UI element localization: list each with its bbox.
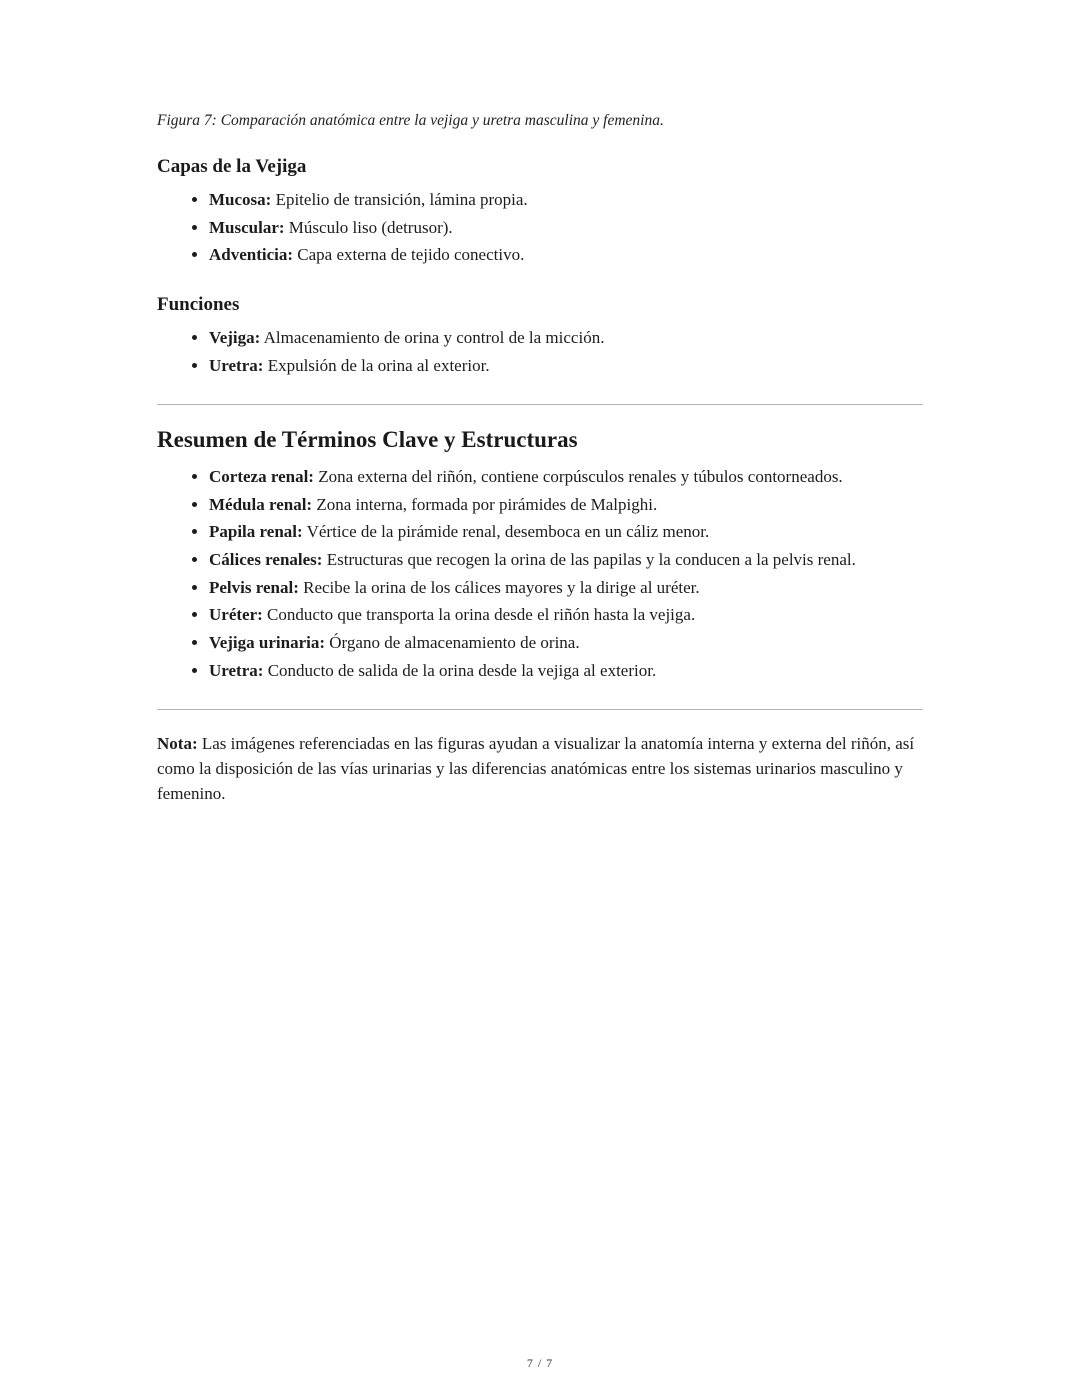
list-item [209,659,923,684]
heading-resumen: Resumen de Términos Clave y Estructuras [157,427,578,453]
term-description: Recibe la orina de los cálices mayores y la dirige al uréter. [298,577,700,597]
note-paragraph [157,732,923,806]
note-label: Nota: [157,734,198,754]
term-label: Uretra: [209,355,264,375]
list-item [209,548,923,573]
term-label: Uréter: [209,605,263,625]
section-divider [157,709,923,710]
page-number: 7 / 7 [526,1356,554,1370]
list-item [209,493,923,518]
term-label: Corteza renal: [209,467,314,487]
term-label: Uretra: [209,660,264,680]
term-description: Órgano de almacenamiento de orina. [325,633,580,653]
term-label: Vejiga: [209,327,261,347]
list-item [209,520,923,545]
figure-caption: Figura 7: Comparación anatómica entre la vejiga y uretra masculina y femenina. [157,112,664,129]
term-label: Mucosa: [209,190,272,209]
list-item [209,188,923,213]
term-description: Conducto de salida de la orina desde la vejiga al exterior. [263,660,657,680]
list-item [209,631,923,656]
section-divider [157,404,923,405]
list-item [209,243,923,268]
term-label: Médula renal: [209,494,313,514]
list-item [209,465,923,490]
list-resumen [157,465,923,683]
list-item [209,603,923,628]
list-item [209,576,923,601]
list-funciones [157,326,923,378]
list-item [209,326,923,351]
term-description: Epitelio de transición, lámina propia. [271,190,528,209]
term-description: Expulsión de la orina al exterior. [263,355,490,375]
term-description: Almacenamiento de orina y control de la micción. [260,327,605,347]
term-label: Vejiga urinaria: [209,633,326,653]
term-description: Capa externa de tejido conectivo. [293,245,525,265]
list-item [209,216,923,241]
term-label: Papila renal: [209,522,303,542]
term-description: Vértice de la pirámide renal, desemboca en un cáliz menor. [302,522,710,542]
list-item [209,354,923,379]
note-text: Las imágenes referenciadas en las figuras ayudan a visualizar la anatomía interna y externa del riñón, así como la disposición de las vías urinarias y las diferencias anatómicas entre los sistemas urinarios masculino y femenino. [157,734,915,803]
term-description: Músculo liso (detrusor). [284,217,453,237]
term-description: Zona interna, formada por pirámides de Malpighi. [312,494,658,514]
term-label: Cálices renales: [209,550,323,570]
term-description: Estructuras que recogen la orina de las papilas y la conducen a la pelvis renal. [322,550,856,570]
term-label: Pelvis renal: [209,577,299,597]
heading-funciones: Funciones [157,293,240,315]
term-description: Zona externa del riñón, contiene corpúsculos renales y túbulos contorneados. [313,467,843,487]
term-label: Adventicia: [209,245,294,265]
heading-capas-vejiga: Capas de la Vejiga [157,156,307,177]
term-description: Conducto que transporta la orina desde el riñón hasta la vejiga. [262,605,696,625]
term-label: Muscular: [209,217,285,237]
list-capas [157,188,923,268]
